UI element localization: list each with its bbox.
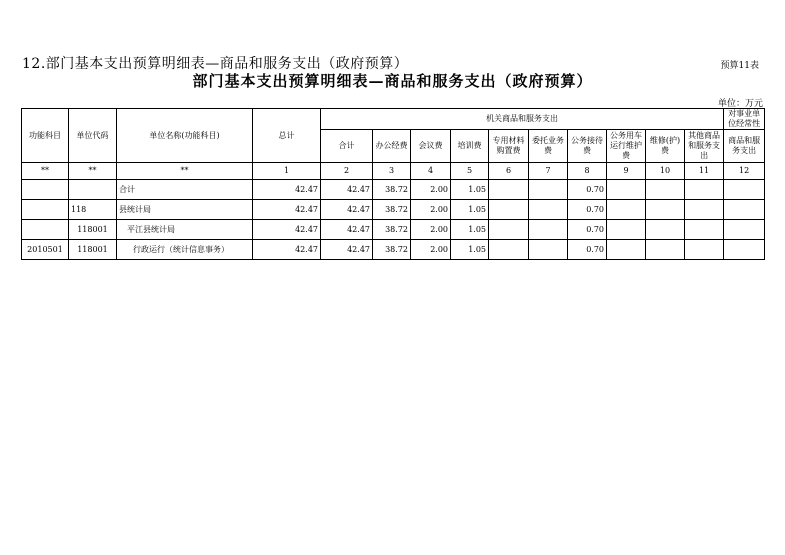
vehicle-expense-cell (607, 240, 646, 260)
header-office-expense: 办公经费 (373, 130, 411, 163)
budget-table (21, 108, 765, 260)
index-cell: ** (117, 163, 253, 180)
header-function-code: 功能科目 (22, 109, 69, 163)
unit-label: 单位：万元 (717, 99, 763, 109)
materials-expense-cell (489, 200, 529, 220)
training-expense-cell: 1.05 (451, 220, 489, 240)
meeting-expense-cell: 2.00 (411, 200, 451, 220)
table-row-bureau (22, 200, 765, 220)
header-group-office-goods: 机关商品和服务支出 (321, 109, 724, 130)
other-expense-cell (685, 180, 724, 200)
meeting-expense-cell: 2.00 (411, 180, 451, 200)
index-cell: 11 (685, 163, 724, 180)
header-reception-expense: 公务接待费 (568, 130, 607, 163)
office-expense-cell: 38.72 (373, 220, 411, 240)
reception-expense-cell: 0.70 (568, 180, 607, 200)
institution-goods-cell (724, 240, 765, 260)
office-expense-cell: 38.72 (373, 240, 411, 260)
index-cell: 7 (529, 163, 568, 180)
table-body (22, 180, 765, 260)
total-cell: 42.47 (253, 220, 321, 240)
unit-code-cell (69, 180, 117, 200)
header-vehicle-expense: 公务用车运行维护费 (607, 130, 646, 163)
index-cell: 2 (321, 163, 373, 180)
institution-goods-cell (724, 200, 765, 220)
materials-expense-cell (489, 220, 529, 240)
table-code: 预算11表 (720, 61, 759, 71)
vehicle-expense-cell (607, 200, 646, 220)
header-unit-name: 单位名称(功能科目) (117, 109, 253, 163)
index-cell: 6 (489, 163, 529, 180)
total-cell: 42.47 (253, 180, 321, 200)
commissioned-expense-cell (529, 240, 568, 260)
index-cell: 10 (646, 163, 685, 180)
training-expense-cell: 1.05 (451, 180, 489, 200)
index-cell: 4 (411, 163, 451, 180)
header-training-expense: 培训费 (451, 130, 489, 163)
meeting-expense-cell: 2.00 (411, 220, 451, 240)
unit-code-cell: 118001 (69, 240, 117, 260)
header-materials-expense: 专用材料购置费 (489, 130, 529, 163)
header-maintenance-expense: 维修(护)费 (646, 130, 685, 163)
unit-name-cell: 平江县统计局 (117, 220, 253, 240)
institution-goods-cell (724, 220, 765, 240)
header-commissioned-expense: 委托业务费 (529, 130, 568, 163)
commissioned-expense-cell (529, 220, 568, 240)
subtotal-cell: 42.47 (321, 180, 373, 200)
index-cell: 1 (253, 163, 321, 180)
function-code-cell (22, 200, 69, 220)
unit-code-cell: 118 (69, 200, 117, 220)
index-cell: 5 (451, 163, 489, 180)
index-cell: 9 (607, 163, 646, 180)
header-subtotal: 合计 (321, 130, 373, 163)
function-code-cell (22, 180, 69, 200)
unit-name-cell: 县统计局 (117, 200, 253, 220)
table-row-pingjiang-bureau (22, 220, 765, 240)
subtotal-cell: 42.47 (321, 220, 373, 240)
materials-expense-cell (489, 240, 529, 260)
table-row-total (22, 180, 765, 200)
training-expense-cell: 1.05 (451, 200, 489, 220)
index-cell: 8 (568, 163, 607, 180)
unit-name-cell: 行政运行（统计信息事务） (117, 240, 253, 260)
index-row (22, 163, 765, 180)
maintenance-expense-cell (646, 220, 685, 240)
header-row-1 (22, 109, 765, 130)
subtotal-cell: 42.47 (321, 200, 373, 220)
header-other-expense: 其他商品和服务支出 (685, 130, 724, 163)
table-row-admin-operation (22, 240, 765, 260)
total-cell: 42.47 (253, 240, 321, 260)
page-title: 部门基本支出预算明细表—商品和服务支出（政府预算） (192, 72, 593, 90)
other-expense-cell (685, 200, 724, 220)
materials-expense-cell (489, 180, 529, 200)
reception-expense-cell: 0.70 (568, 220, 607, 240)
total-cell: 42.47 (253, 200, 321, 220)
maintenance-expense-cell (646, 180, 685, 200)
maintenance-expense-cell (646, 240, 685, 260)
training-expense-cell: 1.05 (451, 240, 489, 260)
header-group-institution: 对事业单位经常性 (724, 109, 765, 130)
office-expense-cell: 38.72 (373, 180, 411, 200)
index-cell: 12 (724, 163, 765, 180)
header-meeting-expense: 会议费 (411, 130, 451, 163)
meeting-expense-cell: 2.00 (411, 240, 451, 260)
vehicle-expense-cell (607, 180, 646, 200)
reception-expense-cell: 0.70 (568, 200, 607, 220)
function-code-cell (22, 220, 69, 240)
document-title: 12.部门基本支出预算明细表—商品和服务支出（政府预算） (22, 56, 409, 72)
commissioned-expense-cell (529, 180, 568, 200)
function-code-cell: 2010501 (22, 240, 69, 260)
maintenance-expense-cell (646, 200, 685, 220)
other-expense-cell (685, 220, 724, 240)
vehicle-expense-cell (607, 220, 646, 240)
subtotal-cell: 42.47 (321, 240, 373, 260)
institution-goods-cell (724, 180, 765, 200)
header-unit-code: 单位代码 (69, 109, 117, 163)
reception-expense-cell: 0.70 (568, 240, 607, 260)
office-expense-cell: 38.72 (373, 200, 411, 220)
unit-code-cell: 118001 (69, 220, 117, 240)
header-institution-goods: 商品和服务支出 (724, 130, 765, 163)
commissioned-expense-cell (529, 200, 568, 220)
index-cell: 3 (373, 163, 411, 180)
other-expense-cell (685, 240, 724, 260)
index-cell: ** (69, 163, 117, 180)
index-cell: ** (22, 163, 69, 180)
unit-name-cell: 合计 (117, 180, 253, 200)
header-total: 总计 (253, 109, 321, 163)
